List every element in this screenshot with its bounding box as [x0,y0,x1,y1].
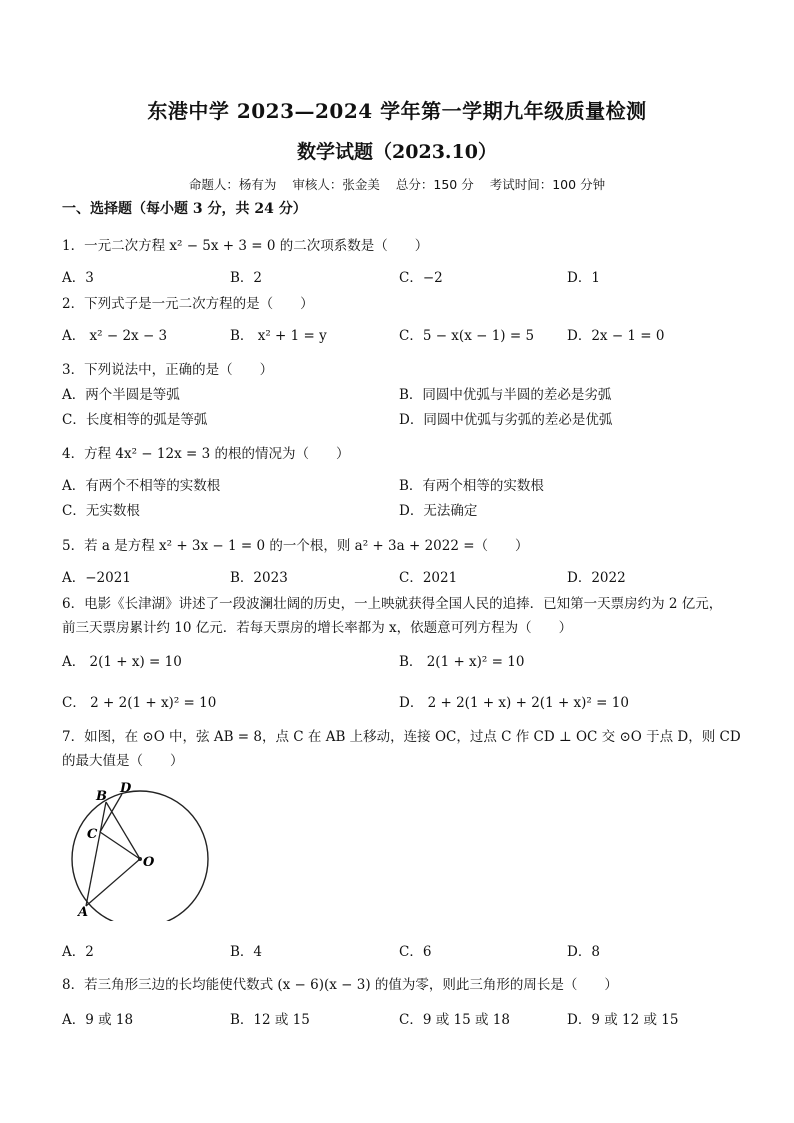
question-1-stem: 1．一元二次方程 x² − 5x + 3 = 0 的二次项系数是（ ） [62,238,429,254]
q7-option-b: B．4 [230,944,263,960]
question-7-stem-line2: 的最大值是（ ） [62,753,184,769]
label-d: D [120,781,132,796]
exam-title: 东港中学 2023—2024 学年第一学期九年级质量检测 [147,99,647,123]
q6-option-b: B． 2(1 + x)² = 10 [399,654,525,670]
circle-figure [60,776,220,921]
q5-option-d: D．2022 [567,570,626,586]
q5-option-a: A．−2021 [62,570,131,586]
q3-option-a: A．两个半圆是等弧 [62,387,180,403]
setter: 命题人：杨有为 [188,177,277,192]
label-b: B [96,789,107,804]
question-6-stem-line2: 前三天票房累计约 10 亿元．若每天票房的增长率都为 x，依题意可列方程为（ ） [62,620,573,636]
q8-option-c: C．9 或 15 或 18 [399,1012,510,1028]
segment-oc [100,832,140,859]
q3-option-c: C．长度相等的弧是等弧 [62,412,208,428]
q1-option-d: D．1 [567,270,600,286]
section-heading-choice: 一、选择题（每小题 3 分，共 24 分） [62,201,307,217]
q4-option-a: A．有两个不相等的实数根 [62,478,221,494]
q4-option-c: C．无实数根 [62,503,140,519]
q1-option-c: C．−2 [399,270,443,286]
label-o: O [143,855,155,870]
q7-option-d: D．8 [567,944,600,960]
q2-option-d: D．2x − 1 = 0 [567,328,665,344]
label-a: A [78,905,89,920]
q6-option-c: C． 2 + 2(1 + x)² = 10 [62,695,217,711]
q3-option-d: D．同圆中优弧与劣弧的差必是优弧 [399,412,613,428]
segment-ob [106,802,140,859]
question-3-stem: 3．下列说法中，正确的是（ ） [62,362,274,378]
q8-option-d: D．9 或 12 或 15 [567,1012,679,1028]
q1-option-b: B．2 [230,270,263,286]
q4-option-d: D．无法确定 [399,503,478,519]
exam-time: 考试时间：100 分钟 [489,177,606,192]
q5-option-c: C．2021 [399,570,458,586]
q8-option-b: B．12 或 15 [230,1012,310,1028]
q7-option-c: C．6 [399,944,432,960]
exam-meta [0,175,794,193]
q7-option-a: A．2 [62,944,94,960]
question-7-stem-line1: 7．如图，在 ⊙O 中，弦 AB = 8，点 C 在 AB 上移动，连接 OC，过点 C 作 CD ⊥ OC 交 ⊙O 于点 D，则 CD [62,729,741,745]
q6-option-d: D． 2 + 2(1 + x) + 2(1 + x)² = 10 [399,695,629,711]
question-5-stem: 5．若 a 是方程 x² + 3x − 1 = 0 的一个根，则 a² + 3a + 2022 =（ ） [62,538,529,554]
q3-option-b: B．同圆中优弧与半圆的差必是劣弧 [399,387,612,403]
reviewer: 审核人：张金美 [292,177,380,192]
q2-option-b: B． x² + 1 = y [230,328,327,344]
label-c: C [87,827,98,842]
q4-option-b: B．有两个相等的实数根 [399,478,544,494]
question-8-stem: 8．若三角形三边的长均能使代数式 (x − 6)(x − 3) 的值为零，则此三角形的周长是（ ） [62,977,618,993]
q6-option-a: A． 2(1 + x) = 10 [62,654,182,670]
question-2-stem: 2．下列式子是一元二次方程的是（ ） [62,296,314,312]
q2-option-c: C．5 − x(x − 1) = 5 [399,328,535,344]
q8-option-a: A．9 或 18 [62,1012,134,1028]
circle-o [72,791,208,921]
q2-option-a: A． x² − 2x − 3 [62,328,168,344]
q5-option-b: B．2023 [230,570,288,586]
exam-subtitle: 数学试题（2023.10） [297,141,497,163]
q1-option-a: A．3 [62,270,94,286]
total-score: 总分：150 分 [395,177,474,192]
center-point [138,857,142,861]
question-4-stem: 4．方程 4x² − 12x = 3 的根的情况为（ ） [62,446,350,462]
question-6-stem-line1: 6．电影《长津湖》讲述了一段波澜壮阔的历史，一上映就获得全国人民的追捧．已知第一天票房约为 2 亿元， [62,596,723,612]
